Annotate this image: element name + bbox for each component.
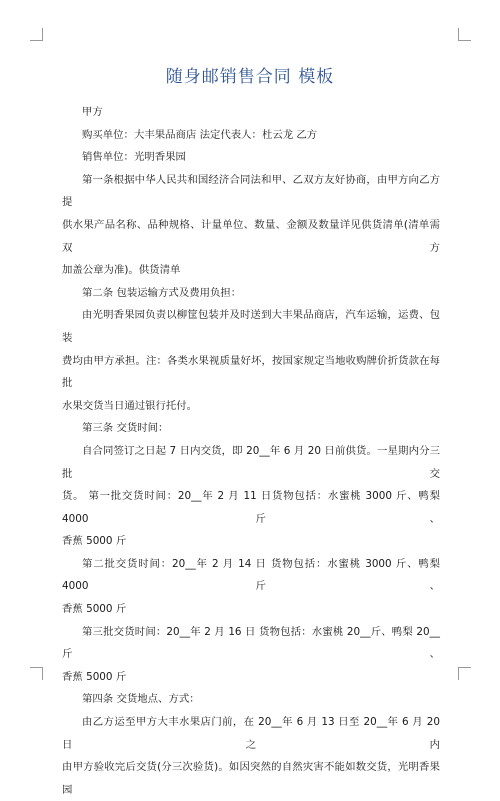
batch-1-line: 货。 第一批交货时间：20__年 2 月 11 日货物包括：水蜜桃 3000 斤、鸭梨 4000 斤、 [62, 490, 440, 525]
crop-mark-bottom-right [458, 667, 471, 680]
article-1-line: 第一条根据中华人民共和国经济合同法和甲、乙双方友好协商，由甲方向乙方提 [62, 173, 440, 209]
article-2-line: 水果交货当日通过银行托付。 [62, 399, 198, 412]
article-2-line: 费均由甲方承担。注：各类水果视质量好坏，按国家规定当地收购牌价折货款在每批 [62, 354, 440, 390]
crop-mark-bottom-left [30, 667, 43, 680]
seller-line: 销售单位：光明香果园 [82, 151, 186, 164]
batch-2-line: 香蕉 5000 斤 [62, 603, 127, 616]
article-2-heading: 第二条 包装运输方式及费用负担： [82, 286, 242, 299]
article-1-line: 加盖公章为准)。供货清单 [62, 264, 181, 277]
batch-3-line: 香蕉 5000 斤 [62, 670, 127, 683]
party-a-heading: 甲方 [82, 106, 103, 118]
article-4-line: 由甲方验收完后交货(分三次验货)。如因突然的自然灾害不能如数交货，光明香果园 [62, 761, 440, 796]
document-title: 随身邮销售合同 模板 [165, 67, 335, 87]
document-body [62, 101, 440, 801]
article-1-line: 供水果产品名称、品种规格、计量单位、数量、金额及数量详见供货清单(清单需双方 [62, 218, 440, 254]
buyer-line: 购买单位：大丰果品商店 法定代表人：杜云龙 乙方 [82, 128, 318, 141]
article-3-line: 自合同签订之日起 7 日内交货，即 20__年 6 月 20 日前供货。一星期内分三批交 [62, 444, 440, 480]
article-2-line: 由光明香果园负责以柳筐包装并及时送到大丰果品商店，汽车运输，运费、包装 [62, 309, 440, 344]
article-3-heading: 第三条 交货时间： [82, 422, 169, 435]
batch-1-line: 香蕉 5000 斤 [62, 535, 127, 548]
batch-2-line: 第二批交货时间：20__年 2 月 14 日 货物包括：水蜜桃 3000 斤、鸭梨 4000 斤、 [62, 557, 440, 593]
crop-mark-top-right [458, 28, 471, 41]
article-4-heading: 第四条 交货地点、方式： [82, 693, 200, 706]
batch-3-line: 第三批交货时间：20__年 2 月 16 日 货物包括：水蜜桃 20__斤、鸭梨 20__斤、 [62, 625, 440, 661]
crop-mark-top-left [30, 28, 43, 41]
article-4-line: 由乙方运至甲方大丰水果店门前，在 20__年 6 月 13 日至 20__年 6 月 20 日之内 [62, 716, 440, 751]
